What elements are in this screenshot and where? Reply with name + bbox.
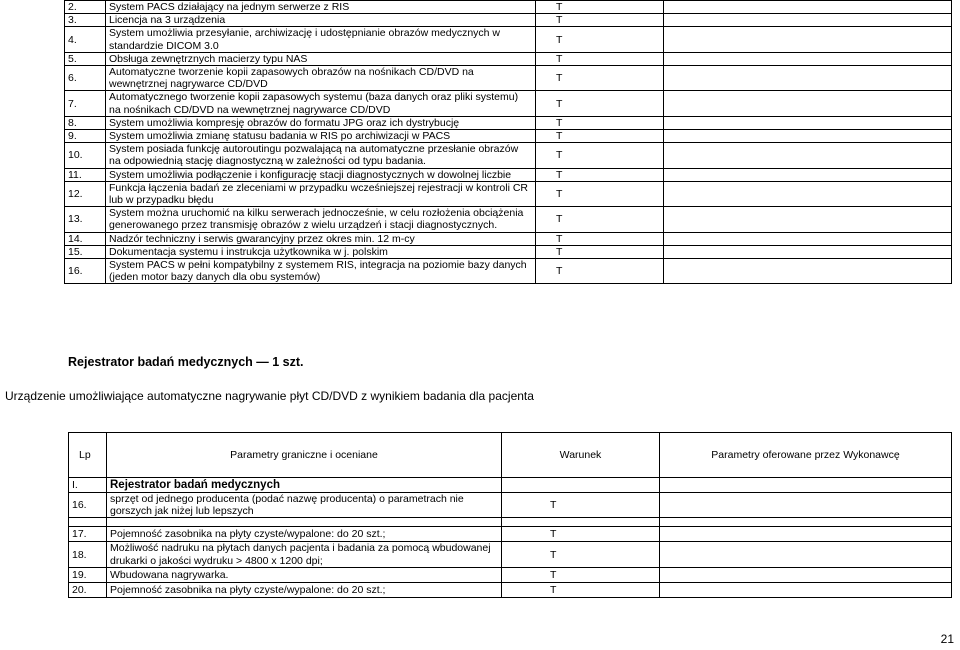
row-parameter: Rejestrator badań medycznych [107,478,502,493]
row-description: Funkcja łączenia badań ze zleceniami w przypadku wcześniejszej rejestracji w kontroli CR lub w przypadku błędu [106,181,536,206]
row-description: System PACS w pełni kompatybilny z systemem RIS, integracja na poziomie bazy danych (jeden motor bazy danych dla obu systemów) [106,259,536,284]
spacer-cell [107,518,502,527]
row-number: 9. [65,130,106,143]
row-offered-value [664,259,952,284]
table-row [65,232,952,245]
row-offered-value [664,14,952,27]
row-number: I. [69,478,107,493]
row-number: 12. [65,181,106,206]
header-lp: Lp [69,433,107,478]
row-description: System umożliwia przesyłanie, archiwizację i udostępnianie obrazów medycznych w standardzie DICOM 3.0 [106,27,536,52]
table-row [65,207,952,232]
row-number: 17. [69,527,107,542]
row-condition: T [536,52,664,65]
row-offered-value [664,207,952,232]
row-number: 8. [65,116,106,129]
row-description: System umożliwia kompresję obrazów do formatu JPG oraz ich dystrybucję [106,116,536,129]
table-row [65,116,952,129]
row-condition: T [502,527,660,542]
row-offered-value [664,52,952,65]
row-condition: T [502,582,660,597]
row-parameter: Wbudowana nagrywarka. [107,567,502,582]
table-row [69,582,952,597]
row-parameter: Możliwość nadruku na płytach danych pacjenta i badania za pomocą wbudowanej drukarki o jakości wydruku > 4800 x 1200 dpi; [107,542,502,567]
row-condition: T [536,207,664,232]
section-subtitle: Urządzenie umożliwiające automatyczne nagrywanie płyt CD/DVD z wynikiem badania dla pacjenta [5,389,534,403]
row-offered-value [664,232,952,245]
row-offered-value [660,527,952,542]
parameters-header-row [69,433,952,478]
row-condition: T [536,259,664,284]
row-description: Nadzór techniczny i serwis gwarancyjny przez okres min. 12 m-cy [106,232,536,245]
row-condition: T [502,493,660,518]
row-condition: T [536,168,664,181]
row-number: 6. [65,66,106,91]
row-description: System posiada funkcję autoroutingu pozwalającą na automatyczne przesłanie obrazów na odpowiednią stację diagnostyczną w zależności od typu badania. [106,143,536,168]
table-row [69,567,952,582]
table-row [65,130,952,143]
row-number: 3. [65,14,106,27]
table-row [69,493,952,518]
table-row [65,168,952,181]
row-condition: T [502,542,660,567]
table-row [65,52,952,65]
spacer-cell [660,518,952,527]
row-offered-value [660,478,952,493]
row-offered-value [664,168,952,181]
header-condition: Warunek [502,433,660,478]
row-offered-value [660,567,952,582]
row-condition: T [536,181,664,206]
row-number: 14. [65,232,106,245]
row-description: Obsługa zewnętrznych macierzy typu NAS [106,52,536,65]
row-offered-value [664,1,952,14]
row-offered-value [660,542,952,567]
row-condition: T [536,27,664,52]
row-offered-value [660,493,952,518]
table-row [65,27,952,52]
row-number: 11. [65,168,106,181]
row-number: 4. [65,27,106,52]
table-row [65,259,952,284]
row-offered-value [664,245,952,258]
row-description: Licencja na 3 urządzenia [106,14,536,27]
spacer-cell [69,518,107,527]
row-condition: T [536,14,664,27]
row-condition: T [536,130,664,143]
row-description: System można uruchomić na kilku serwerach jednocześnie, w celu rozłożenia obciążenia generowanego przez transmisję obrazów z wielu urządzeń i stacji diagnostycznych. [106,207,536,232]
row-condition: T [502,567,660,582]
row-number: 16. [69,493,107,518]
row-offered-value [664,91,952,116]
table-row [65,1,952,14]
row-parameter: Pojemność zasobnika na płyty czyste/wypalone: do 20 szt.; [107,582,502,597]
table-row [65,181,952,206]
row-condition: T [536,1,664,14]
spacer-cell [502,518,660,527]
header-offered: Parametry oferowane przez Wykonawcę [660,433,952,478]
row-condition: T [536,116,664,129]
page-number: 21 [940,632,954,646]
row-offered-value [660,582,952,597]
row-condition: T [536,232,664,245]
row-offered-value [664,66,952,91]
row-description: System umożliwia podłączenie i konfigurację stacji diagnostycznych w dowolnej liczbie [106,168,536,181]
row-offered-value [664,143,952,168]
table-row [69,478,952,493]
row-number: 15. [65,245,106,258]
table-row [69,527,952,542]
row-description: System umożliwia zmianę statusu badania w RIS po archiwizacji w PACS [106,130,536,143]
row-offered-value [664,130,952,143]
row-number: 18. [69,542,107,567]
table-row [69,542,952,567]
row-condition: T [536,66,664,91]
requirements-table [64,0,952,284]
row-description: Automatyczne tworzenie kopii zapasowych obrazów na nośnikach CD/DVD na wewnętrznej nagrywarce CD/DVD [106,66,536,91]
row-number: 5. [65,52,106,65]
row-parameter: Pojemność zasobnika na płyty czyste/wypalone: do 20 szt.; [107,527,502,542]
parameters-table [68,432,952,598]
table-row [65,14,952,27]
row-number: 19. [69,567,107,582]
row-number: 20. [69,582,107,597]
row-description: Dokumentacja systemu i instrukcja użytkownika w j. polskim [106,245,536,258]
row-number: 2. [65,1,106,14]
table-row [65,245,952,258]
row-condition [502,478,660,493]
row-description: Automatycznego tworzenie kopii zapasowych systemu (baza danych oraz pliki systemu) na nośnikach CD/DVD na wewnętrznej nagrywarce CD/DVD [106,91,536,116]
header-params: Parametry graniczne i oceniane [107,433,502,478]
table-row [65,66,952,91]
table-row [65,91,952,116]
row-number: 10. [65,143,106,168]
row-number: 7. [65,91,106,116]
row-offered-value [664,181,952,206]
row-number: 13. [65,207,106,232]
row-condition: T [536,91,664,116]
table-row [65,143,952,168]
row-parameter: sprzęt od jednego producenta (podać nazwę producenta) o parametrach nie gorszych jak niżej lub lepszych [107,493,502,518]
section-heading: Rejestrator badań medycznych — 1 szt. [68,355,304,369]
row-number: 16. [65,259,106,284]
row-description: System PACS działający na jednym serwerze z RIS [106,1,536,14]
row-condition: T [536,143,664,168]
row-condition: T [536,245,664,258]
row-offered-value [664,116,952,129]
spacer-row [69,518,952,527]
row-offered-value [664,27,952,52]
